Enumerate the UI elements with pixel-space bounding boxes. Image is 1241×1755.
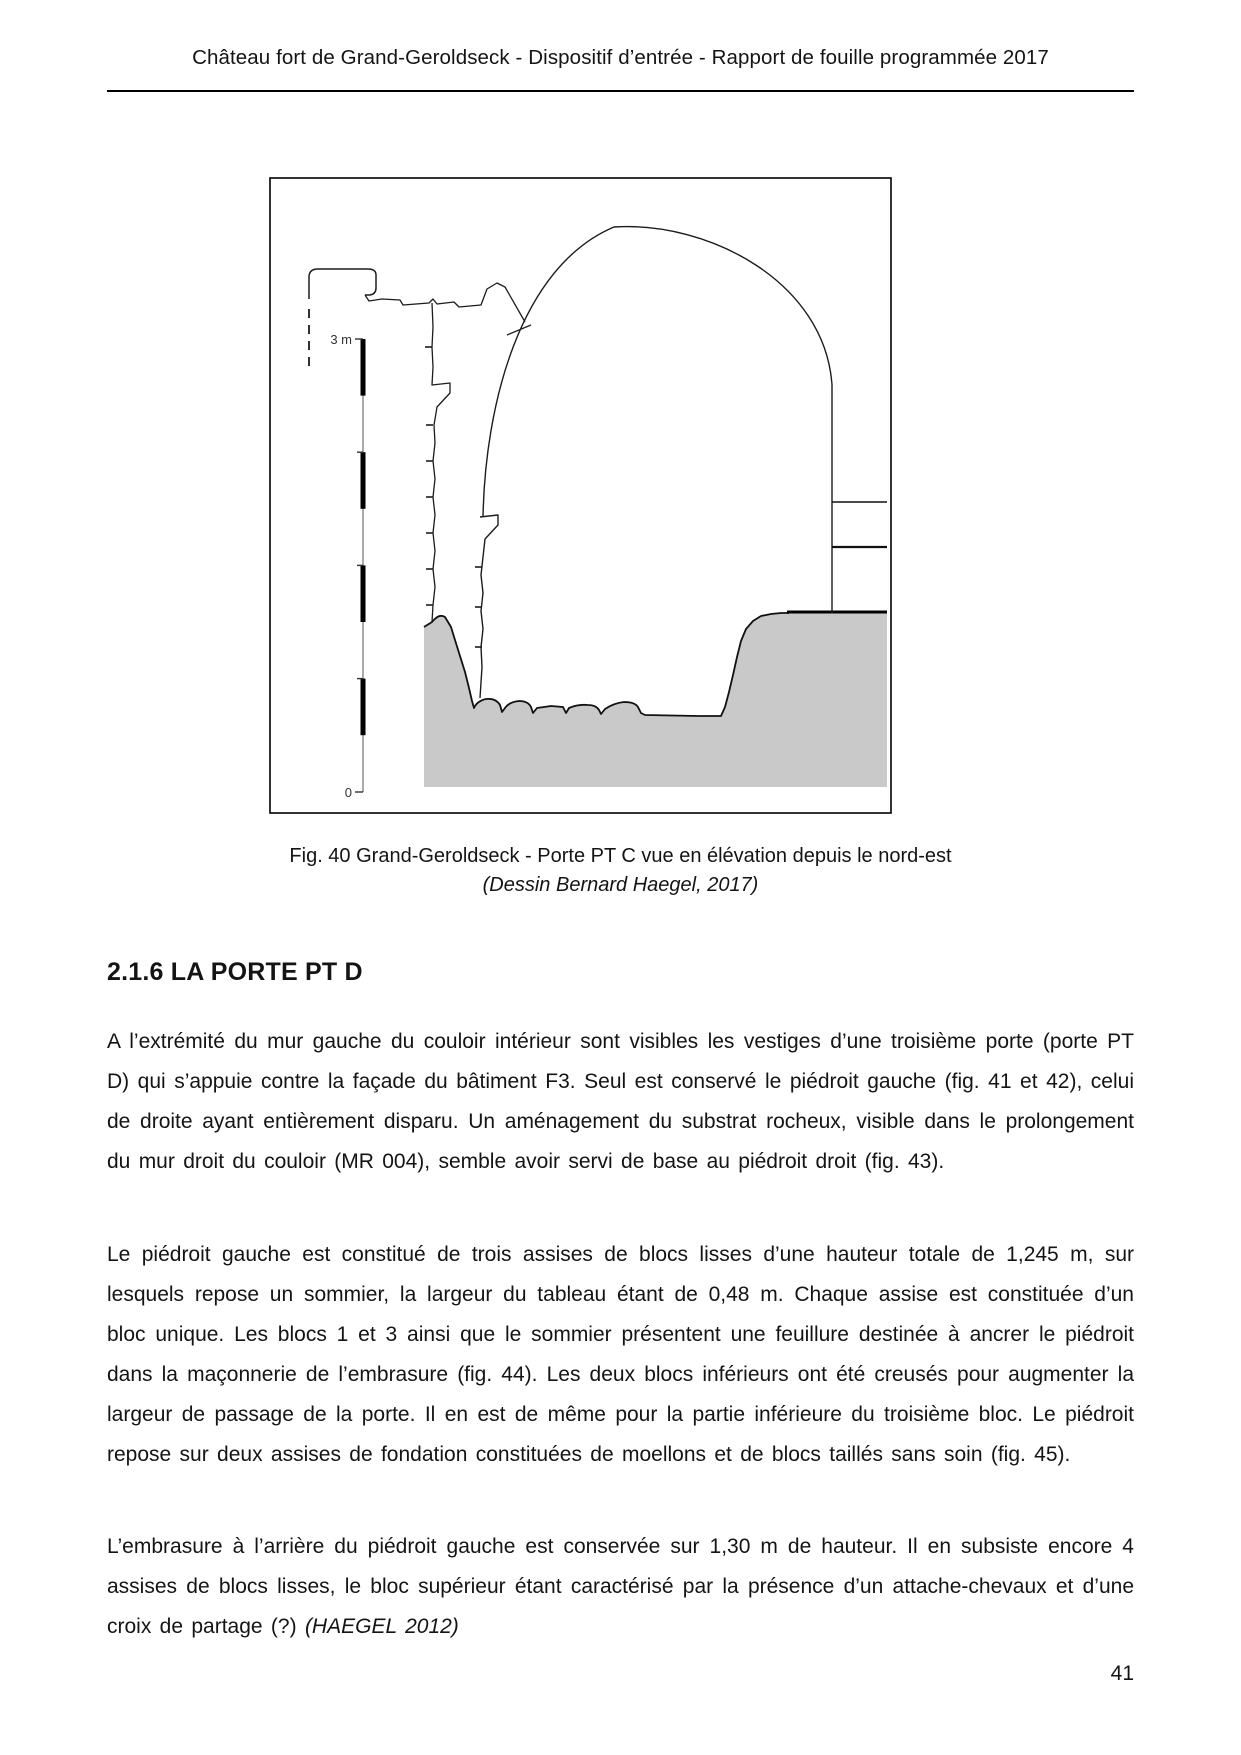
elevation-drawing <box>269 177 893 815</box>
scale-label-3m: 3 m <box>330 332 352 347</box>
page-header-title: Château fort de Grand-Geroldseck - Dispositif d’entrée - Rapport de fouille programmée 2017 <box>192 46 1049 69</box>
header-rule <box>107 90 1134 92</box>
figure-caption-block <box>107 842 1134 900</box>
page-number: 41 <box>1110 1662 1134 1685</box>
paragraph-3-citation: (HAEGEL 2012) <box>304 1615 459 1638</box>
figure-credit: (Dessin Bernard Haegel, 2017) <box>482 874 759 896</box>
scale-label-0: 0 <box>344 785 352 800</box>
paragraph-1: A l’extrémité du mur gauche du couloir intérieur sont visibles les vestiges d’une troisième porte (porte PT D) qui s’appuie contre la façade du bâtiment F3. Seul est conservé le piédroit gauche (fig. 41 et 42), celui de droite ayant entièrement disparu. Un aménagement du substrat rocheux, visible dans le prolongement du mur droit du couloir (MR 004), semble avoir servi de base au piédroit droit (fig. 43). <box>107 1030 1134 1173</box>
figure-caption: Fig. 40 Grand-Geroldseck - Porte PT C vue en élévation depuis le nord-est <box>289 845 952 867</box>
paragraph-3-text: L’embrasure à l’arrière du piédroit gauche est conservée sur 1,30 m de hauteur. Il en subsiste encore 4 assises de blocs lisses, le bloc supérieur étant caractérisé par la présence d’un attache-chevaux et d’une croix de partage (?) <box>107 1535 1134 1638</box>
paragraph-3 <box>107 1527 1134 1647</box>
figure-40 <box>269 177 893 815</box>
paragraph-2: Le piédroit gauche est constitué de trois assises de blocs lisses d’une hauteur totale de 1,245 m, sur lesquels repose un sommier, la largeur du tableau étant de 0,48 m. Chaque assise est constituée d’un bloc unique. Les blocs 1 et 3 ainsi que le sommier présentent une feuillure destinée à ancrer le piédroit dans la maçonnerie de l’embrasure (fig. 44). Les deux blocs inférieurs ont été creusés pour augmenter la largeur de passage de la porte. Il en est de même pour la partie inférieure du troisième bloc. Le piédroit repose sur deux assises de fondation constituées de moellons et de blocs taillés sans soin (fig. 45). <box>107 1243 1134 1466</box>
section-heading: 2.1.6 LA PORTE PT D <box>107 958 363 986</box>
